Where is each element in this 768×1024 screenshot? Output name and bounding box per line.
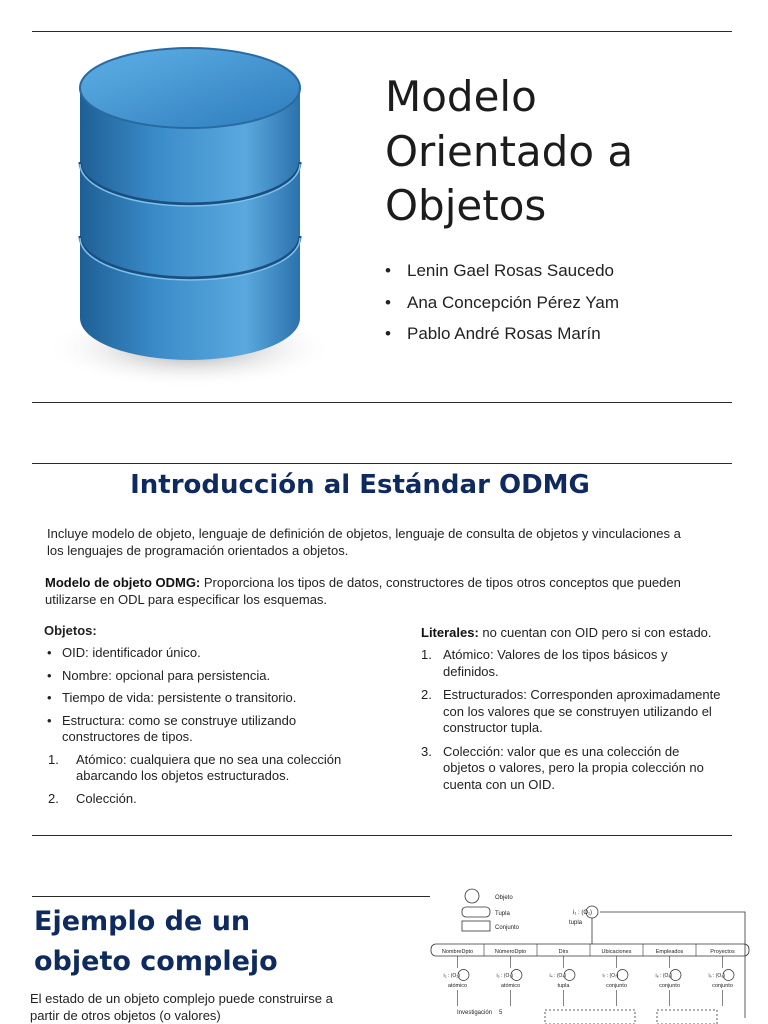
complex-object-diagram [425,886,765,1024]
legend-tuple-shape [462,907,490,917]
legend-label: Conjunto [495,925,520,931]
child-nodes [444,956,735,1006]
list-item: • Estructura: como se construye utilizando constructores de tipos. [44,713,374,746]
item-number: 1. [421,647,432,662]
item-number: 2. [48,790,59,806]
slide2-title: Introducción al Estándar ODMG [130,470,590,500]
slide1-title [385,70,755,234]
slide1-bottom-rule [32,402,732,403]
slide3-title: Ejemplo de un objeto complejo [34,906,278,977]
child-node-circle [617,970,628,981]
intro-paragraph: Incluye modelo de objeto, lenguaje de definición de objetos, lenguaje de consulta de objetos y vinculaciones a los lenguajes de programación orientados a objetos. [47,526,681,558]
slide2-bottom-rule [32,835,732,836]
child-node-sub: conjunto [606,983,627,989]
tuple-fields [442,944,735,956]
item-number: 3. [421,743,432,759]
item-number: 2. [421,687,432,702]
item-text: Colección. [76,790,137,806]
legend-label: Objeto [495,895,513,901]
root-node-sub: tupla [569,920,583,926]
tuple-field-label: NúmeroDpto [494,949,527,955]
objetos-bullets [44,645,374,746]
legend-set-shape [462,921,490,931]
title-line: Objetos [385,181,547,231]
list-item [421,687,721,737]
child-node-sub: conjunto [659,983,680,989]
item-text: Atómico: cualquiera que no sea una colección abarcando los objetos estructurados. [76,751,342,783]
author-item: • Ana Concepción Pérez Yam [385,292,619,324]
child-node-sub: tupla [557,983,570,989]
title-line: Orientado a [385,126,634,176]
objetos-section [44,622,374,807]
modelo-label: Modelo de objeto ODMG: [45,575,201,590]
literales-section [421,624,721,793]
list-item: • Nombre: opcional para persistencia. [44,668,374,685]
objetos-numbered [48,752,374,808]
item-text: Atómico: Valores de los tipos básicos y definidos. [443,647,668,679]
child-node-label: i₉ : (O₉) [708,973,725,979]
child-node-sub: atómico [500,983,521,989]
legend-label: Tupla [495,911,510,917]
leaf-value: 5 [499,1010,503,1016]
tuple-field-label: Dirs [558,949,569,955]
slide3-top-rule [32,896,430,897]
tuple-field-label: Ubicaciones [601,949,632,955]
tuple-field-label: NombreDpto [441,949,474,955]
literales-label: Literales: [421,625,479,640]
literales-numbered [421,647,721,793]
list-item [48,752,374,785]
database-cylinder-icon [40,40,340,390]
top-rule [32,31,732,32]
author-item: • Pablo André Rosas Marín [385,323,619,355]
item-text: Estructurados: Corresponden aproximadamente con los valores que se construyen utilizando el constructor tupla. [443,687,721,735]
child-node-label: i₇ : (O₇) [602,973,619,979]
leaf-value: Investigación [457,1010,493,1016]
slide3-paragraph: El estado de un objeto complejo puede construirse a partir de otros objetos (o valores) [30,991,333,1023]
title-line: Modelo [385,72,537,121]
child-node-label: i₃ : (O₃) [496,973,514,979]
child-node-label: i₂ : (O₂) [443,973,460,979]
tuple-field-label: Proyectos [710,949,735,955]
author-list [385,260,619,355]
list-item: • OID: identificador único. [44,645,374,662]
item-number: 1. [48,751,59,767]
tuple-field-label: Empleados [655,949,684,955]
item-text: Colección: valor que es una colección de objetos o valores, pero la propia colección no cuenta con un OID. [443,743,704,792]
author-item: • Lenin Gael Rosas Saucedo [385,260,619,292]
child-node-sub: atómico [447,983,468,989]
child-node-sub: conjunto [712,983,733,989]
root-node-label: i₁ : (O₁) [573,910,593,916]
list-item [48,791,374,808]
modelo-paragraph [45,574,725,608]
literales-heading [421,624,721,641]
list-item [421,744,721,794]
list-item: • Tiempo de vida: persistente o transitorio. [44,690,374,707]
objetos-heading: Objetos: [44,623,97,638]
literales-heading-rest: no cuentan con OID pero si con estado. [478,625,712,640]
child-node-label: i₄ : (O₄) [549,973,567,979]
list-item [421,647,721,680]
modelo-text: Proporciona los tipos de datos, constructores de tipos otros conceptos que pueden utilizarse en ODL para especificar los esquemas. [45,575,681,607]
legend-object-shape [465,889,479,903]
child-node-label: i₈ : (O₈) [655,973,673,979]
slide2-top-rule [32,463,732,464]
